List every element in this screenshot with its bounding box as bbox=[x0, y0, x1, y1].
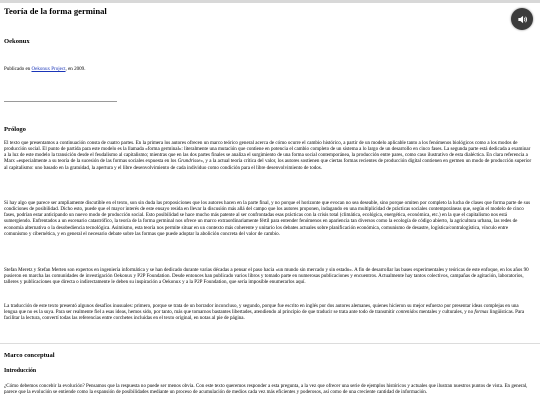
introduccion-heading: Introducción bbox=[4, 368, 37, 374]
publication-link[interactable]: Oekonux Project bbox=[31, 66, 66, 72]
publication-line bbox=[4, 66, 532, 72]
header bbox=[4, 6, 532, 17]
prologo-paragraph-2: Si hay algo que parece ser ampliamente discutible en el texto, son sin duda las proposiciones que los autores hacen en la parte final, y no porque el horizonte que evocan no sea deseable, sino porque omiten por completo la lucha de clases que forma parte de sus condiciones de posibilidad. Dicho esto, puede que el mayor interés de este ensayo resida en llevar la discusión más allá del campo que los autores proponen, indagando en una multiplicidad de prácticas sociales contemporáneas que, según el modelo de cinco fases, podrían estar anticipando un nuevo modo de producción social. Esto posibilidad se hace mucho más patente al ser confrontadas esas prácticas con la crisis total (climática, ecológica, energética, económica, etc.) en la que el capitalismo nos está sumergiendo. Enfrentados a un escenario catastrófico, la teoría de la forma germinal nos ofrece un marco extraordinariamente fértil para entender fenómenos en apariencia tan diversos como la ecología de código abierto, la agricultura urbana, las redes de economía alternativa o la desobediencia tecnológica. Asimismo, esta teoría nos permite situar en un contexto más coherente y unitario los debates actuales sobre planificación económica, comunismo de desastre, logística/contralogística, vínculo entre comunismo y cibernética, y en general el necesario debate sobre las formas que puede adoptar la abolición concreta del valor de cambio. bbox=[4, 200, 531, 237]
top-bar bbox=[0, 0, 540, 3]
prologo-p1-text: El texto que presentamos a continuación consta de cuatro partes. En la primera los autores ofrecen un marco teórico general acerca de cómo ocurre el cambio histórico, a partir de un modelo aplicable tanto a los fenómenos biológicos como a los modos de producción social. El punto de partida para este modelo es la llamada «forma germinal»: literalmente una mutación que contiene en potencia el cambio completo de un sistema a lo largo de un desarrollo en cinco fases. La segunda parte está dedicada a examinar a la luz de este modelo la transición desde el feudalismo al capitalismo; mientras que en las dos partes finales se analiza el surgimiento de una forma social contemporánea, la producción entre pares, como caso ilustrativo de esta dialéctica. En clara referencia a Marx «especialmente a su teoría de la sucesión de las formas sociales expuesta en los bbox=[4, 140, 531, 165]
publication-suffix: , en 2009. bbox=[65, 66, 86, 72]
publication-prefix: Publicado en bbox=[4, 66, 32, 72]
prologo-paragraph-3: Stefan Meretz y Stefan Merten son expertos en ingeniería informática y se han dedicado durante varias décadas a pensar el paso hacia «un mundo sin mercado y sin estado». A fin de desarrollar las bases experimentales y teóricas de este enfoque, en los años 90 pusieron en marcha las comunidades de investigación Oekonux y P2P Foundation. Desde entonces han publicado varios libros y tomado parte en numerosas publicaciones y encuentros. Actualmente hay tantos colectivos, campañas de agitación, laboratorios, talleres y publicaciones que directa o indirectamente le deben su inspiración a Oekonux y a la P2P Foundation, que sería imposible enumerarlos aquí. bbox=[4, 267, 529, 286]
marco-paragraph-1: ¿Cómo debemos concebir la evolución? Pensamos que la respuesta no puede ser menos obvia. Con este texto queremos responder a esta pregunta, a la vez que ofrecer una serie de ejemplos históricos y actuales que ilustran nuestros puntos de vista. En general, parece que la evolución se entiende como la expansión de posibilidades mediante un proceso de acumulación de medios cada vez más eficientes y poderosos, así como de una creciente cantidad de información. bbox=[4, 383, 528, 396]
author-heading: Oekonux bbox=[4, 38, 30, 45]
prologo-paragraph-1 bbox=[4, 140, 532, 171]
prologo-p1-tail: », y a la actual teoría crítica del valor, los autores sostienen que ciertas formas recientes de producción digital contienen en germen un modo de producción superior al capitalismo: uno basado en la gratuidad, la apertura y el libre desenvolvimiento de cada individuo como condición para el libre desenvolvimiento de todos. bbox=[4, 158, 532, 171]
prologo-p4-text: La traducción de este texto presentó algunos desafíos inusuales: primero, porque se trata de un borrador inconcluso, y segundo, porque fue escrito en inglés por dos autores alemanes, quienes hicieron su mejor esfuerzo por presentar ideas complejas en una lengua que no es la suya. Para ser realmente fiel a esas ideas, hemos sido, por tanto, más que tomarnos bastantes libertades, atendiendo al principio de que traducir se trata ante todo de transmitir bbox=[4, 303, 519, 316]
speaker-icon bbox=[517, 14, 528, 25]
marco-heading: Marco conceptual bbox=[4, 352, 55, 359]
prologo-p4-tail: lingüísticas. Para facilitar la lectura, convertí todas las referencias entre corchetes incluidas en el texto original, en notas al pie de página. bbox=[4, 309, 525, 322]
audio-button[interactable] bbox=[511, 8, 533, 30]
prologo-p4-emphasis-1: contenidos bbox=[396, 309, 418, 316]
page-title: Teoría de la forma germinal bbox=[4, 6, 107, 16]
prologo-paragraph-4 bbox=[4, 303, 532, 321]
prologo-p1-emphasis: Grundrisse bbox=[177, 158, 201, 165]
section-divider bbox=[0, 343, 540, 344]
prologo-p4-mid: mentales y culturales, y no bbox=[417, 309, 475, 316]
prologo-heading: Prólogo bbox=[4, 126, 26, 133]
prologo-p4-emphasis-2: formas bbox=[474, 309, 489, 316]
separator bbox=[4, 101, 117, 102]
